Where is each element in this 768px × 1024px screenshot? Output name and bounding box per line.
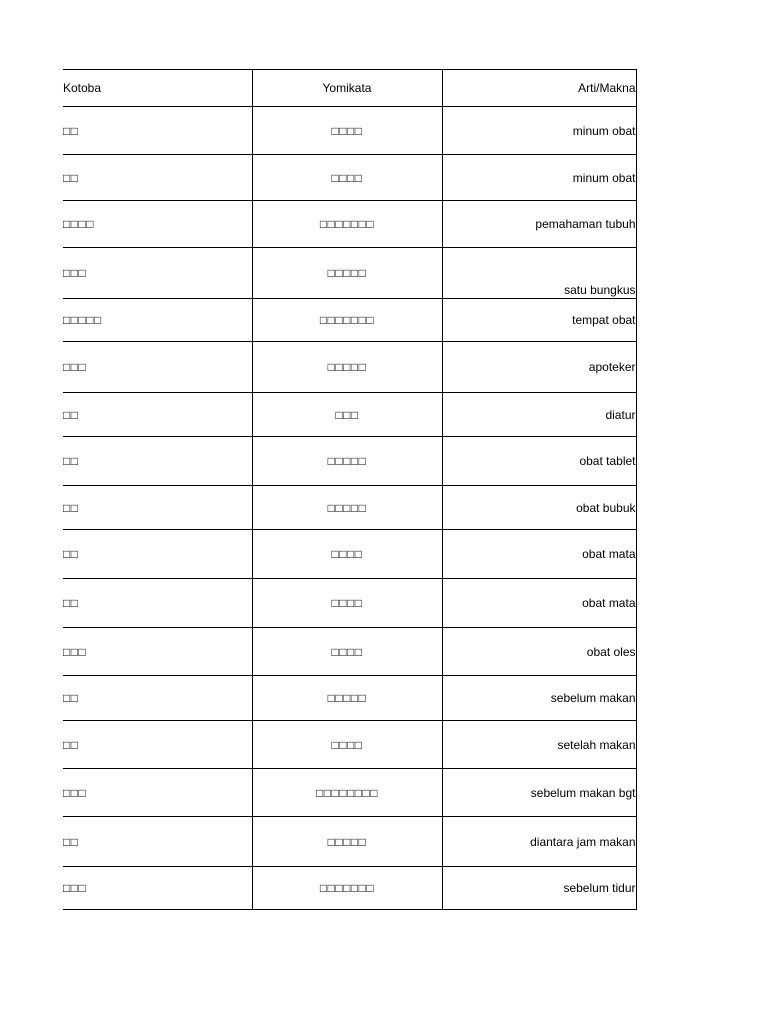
header-arti: Arti/Makna [442, 70, 636, 107]
table-row [63, 201, 636, 248]
table-header-row [63, 70, 636, 107]
yomikata-cell: □□□□□□□ [252, 201, 442, 248]
table-row [63, 867, 636, 910]
arti-cell: satu bungkus [442, 248, 636, 299]
yomikata-cell: □□□□ [252, 107, 442, 155]
kotoba-cell: □□□□□ [63, 299, 252, 342]
table-row [63, 393, 636, 437]
yomikata-cell: □□□□□ [252, 676, 442, 721]
yomikata-cell: □□□□□□□ [252, 867, 442, 910]
yomikata-cell: □□□□ [252, 530, 442, 579]
table-row [63, 530, 636, 579]
kotoba-cell: □□ [63, 817, 252, 867]
arti-cell: sebelum makan [442, 676, 636, 721]
yomikata-cell: □□□□□ [252, 342, 442, 393]
vocabulary-table [63, 69, 637, 910]
table-row [63, 342, 636, 393]
arti-cell: obat mata [442, 579, 636, 628]
kotoba-cell: □□ [63, 107, 252, 155]
table-row [63, 769, 636, 817]
kotoba-cell: □□ [63, 155, 252, 201]
yomikata-cell: □□□□ [252, 579, 442, 628]
kotoba-cell: □□ [63, 437, 252, 486]
yomikata-cell: □□□□□□□□ [252, 769, 442, 817]
kotoba-cell: □□ [63, 579, 252, 628]
arti-cell: diatur [442, 393, 636, 437]
arti-cell: setelah makan [442, 721, 636, 769]
table-row [63, 248, 636, 299]
kotoba-cell: □□□□ [63, 201, 252, 248]
arti-cell: diantara jam makan [442, 817, 636, 867]
yomikata-cell: □□□□□ [252, 437, 442, 486]
arti-cell: obat oles [442, 628, 636, 676]
kotoba-cell: □□□ [63, 342, 252, 393]
header-kotoba: Kotoba [63, 70, 252, 107]
arti-cell: minum obat [442, 155, 636, 201]
yomikata-cell: □□□□□ [252, 486, 442, 530]
kotoba-cell: □□□ [63, 867, 252, 910]
yomikata-cell: □□□□ [252, 628, 442, 676]
kotoba-cell: □□ [63, 676, 252, 721]
kotoba-cell: □□ [63, 393, 252, 437]
table-row [63, 107, 636, 155]
header-yomikata: Yomikata [252, 70, 442, 107]
kotoba-cell: □□□ [63, 769, 252, 817]
table-row [63, 817, 636, 867]
yomikata-cell: □□□□□ [252, 817, 442, 867]
arti-cell: minum obat [442, 107, 636, 155]
arti-cell: sebelum tidur [442, 867, 636, 910]
table-row [63, 299, 636, 342]
kotoba-cell: □□ [63, 486, 252, 530]
arti-cell: tempat obat [442, 299, 636, 342]
yomikata-cell: □□□ [252, 393, 442, 437]
arti-cell: obat mata [442, 530, 636, 579]
arti-cell: apoteker [442, 342, 636, 393]
yomikata-cell: □□□□□□□ [252, 299, 442, 342]
table-row [63, 486, 636, 530]
kotoba-cell: □□□ [63, 248, 252, 299]
arti-cell: sebelum makan bgt [442, 769, 636, 817]
yomikata-cell: □□□□ [252, 721, 442, 769]
table-row [63, 676, 636, 721]
arti-cell: obat tablet [442, 437, 636, 486]
arti-cell: pemahaman tubuh [442, 201, 636, 248]
kotoba-cell: □□□ [63, 628, 252, 676]
arti-cell: obat bubuk [442, 486, 636, 530]
kotoba-cell: □□ [63, 530, 252, 579]
table-row [63, 628, 636, 676]
kotoba-cell: □□ [63, 721, 252, 769]
yomikata-cell: □□□□□ [252, 248, 442, 299]
table-row [63, 579, 636, 628]
yomikata-cell: □□□□ [252, 155, 442, 201]
table-row [63, 155, 636, 201]
table-row [63, 721, 636, 769]
table-row [63, 437, 636, 486]
